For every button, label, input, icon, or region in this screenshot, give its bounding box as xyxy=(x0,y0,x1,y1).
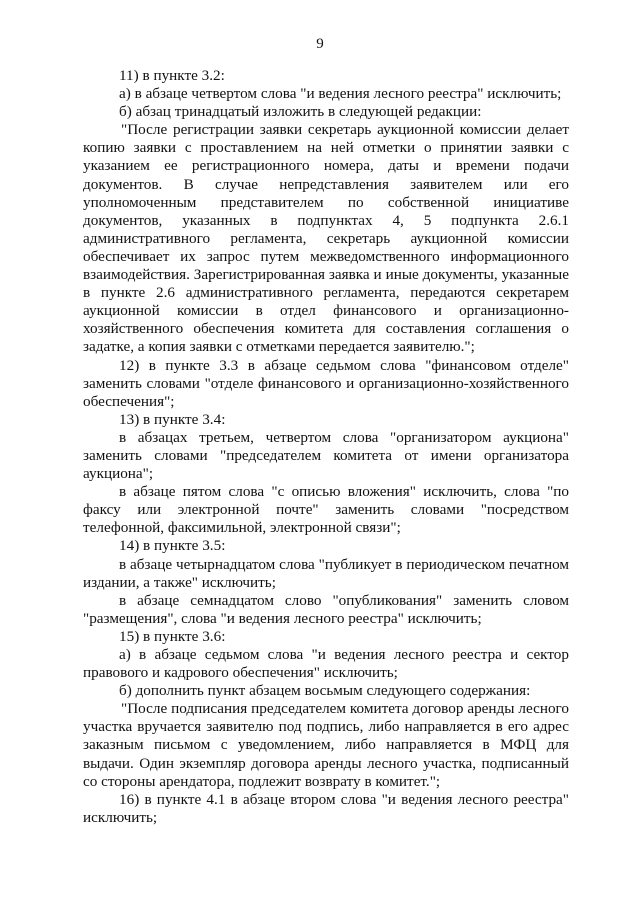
quoted-paragraph-lease-contract: "После подписания председателем комитета договор аренды лесного участка вручается заявителю под подпись, либо направляется в его адрес заказным письмом с уведомлением, либо направляется в МФЦ для выдачи. Один экземпляр договора аренды лесного участка, подписанный со стороны арендатора, подлежит возврату в комитет."; xyxy=(83,700,569,790)
document-body xyxy=(83,67,569,827)
paragraph-item-15b: б) дополнить пункт абзацем восьмым следующего содержания: xyxy=(119,682,531,700)
page-number: 9 xyxy=(316,36,324,52)
paragraph-item-12: 12) в пункте 3.3 в абзаце седьмом слова "финансовом отделе" заменить словами "отделе финансового и организационно-хозяйственного обеспечения"; xyxy=(83,356,569,410)
paragraph-item-14: 14) в пункте 3.5: xyxy=(119,537,226,555)
paragraph-item-16: 16) в пункте 4.1 в абзаце втором слова "и ведения лесного реестра" исключить; xyxy=(83,790,569,826)
quoted-paragraph-registration: "После регистрации заявки секретарь аукционной комиссии делает копию заявки с проставлением на ней отметки о принятии заявки с указанием ее регистрационного номера, даты и времени подачи документов. В случае непредставления заявителем или его уполномоченным представителем по собственной инициативе документов, указанных в подпунктах 4, 5 подпункта 2.6.1 административного регламента, секретарь аукционной комиссии обеспечивает их запрос путем межведомственного информационного взаимодействия. Зарегистрированная заявка и иные документы, указанные в пункте 2.6 административного регламента, передаются секретарем аукционной комиссии в отдел финансового и организационно-хозяйственного обеспечения комитета для составления соглашения о задатке, а копия заявки с отметками передается заявителю."; xyxy=(83,121,569,356)
paragraph-item-14-sub1: в абзаце четырнадцатом слова "публикует в периодическом печатном издании, а также" исключить; xyxy=(83,555,569,591)
paragraph-item-13-sub2: в абзаце пятом слова "с описью вложения" исключить, слова "по факсу или электронной почте" заменить словами "посредством телефонной, факсимильной, электронной связи"; xyxy=(83,483,569,537)
paragraph-item-14-sub2: в абзаце семнадцатом слово "опубликования" заменить словом "размещения", слова "и ведения лесного реестра" исключить; xyxy=(83,591,569,627)
paragraph-item-11: 11) в пункте 3.2: xyxy=(119,67,225,84)
paragraph-item-11a: а) в абзаце четвертом слова "и ведения лесного реестра" исключить; xyxy=(119,85,562,103)
paragraph-item-13: 13) в пункте 3.4: xyxy=(119,410,226,428)
paragraph-item-15a: а) в абзаце седьмом слова "и ведения лесного реестра и сектор правового и кадрового обеспечения" исключить; xyxy=(83,646,569,682)
paragraph-item-11b: б) абзац тринадцатый изложить в следующей редакции: xyxy=(119,103,482,121)
paragraph-item-13-sub1: в абзацах третьем, четвертом слова "организатором аукциона" заменить словами "председателем комитета от имени организатора аукциона"; xyxy=(83,428,569,483)
paragraph-item-15: 15) в пункте 3.6: xyxy=(119,627,226,645)
